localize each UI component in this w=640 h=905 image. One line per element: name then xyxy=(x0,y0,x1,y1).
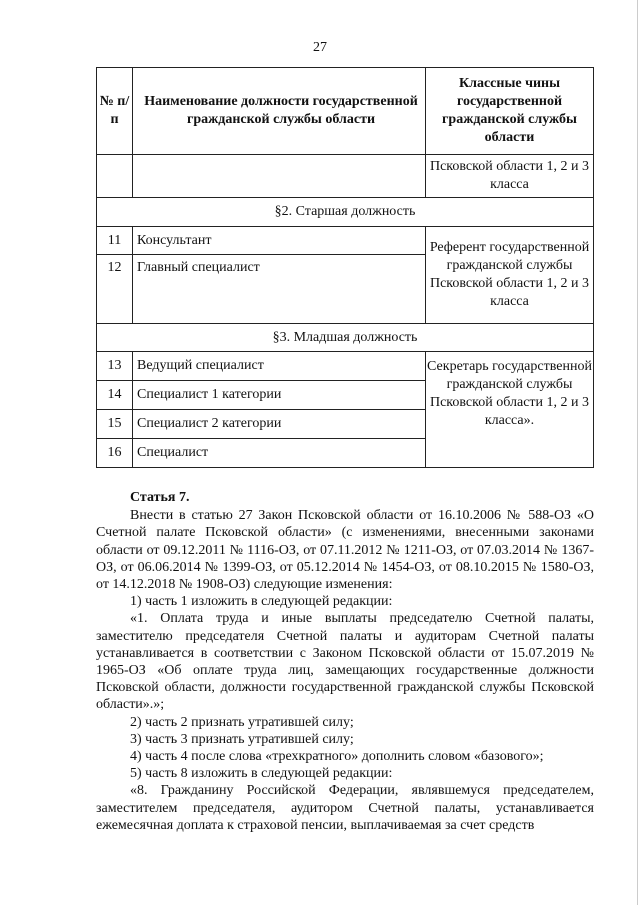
row-position: Главный специалист xyxy=(133,255,426,324)
header-num: № п/п xyxy=(97,68,133,155)
table-row xyxy=(97,352,594,381)
article-title: Статья 7. xyxy=(130,490,190,505)
cell-continued-rank: Псковской области 1, 2 и 3 класса xyxy=(426,155,594,198)
section-title-senior: §2. Старшая должность xyxy=(97,198,594,227)
row-num: 12 xyxy=(97,255,133,324)
rank-senior: Референт государственной гражданской службы Псковской области 1, 2 и 3 класса xyxy=(426,227,594,324)
article-7 xyxy=(96,489,594,834)
section-row-junior xyxy=(97,324,594,352)
article-intro: Внести в статью 27 Закон Псковской области от 16.10.2006 № 588-ОЗ «О Счетной палате Псковской области» (с изменениями, внесенными законами области от 09.12.2011 № 1116-ОЗ, от 07.11.2012 № 1211-ОЗ, от 07.03.2014 № 1367-ОЗ, от 06.06.2014 № 1399-ОЗ, от 05.12.2014 № 1454-ОЗ, от 08.10.2015 № 1580-ОЗ, от 14.12.2018 № 1908-ОЗ) следующие изменения: xyxy=(96,508,594,593)
article-quote-1: «1. Оплата труда и иные выплаты председателю Счетной палаты, заместителю председателя Счетной палаты и аудиторам Счетной палаты устанавливается в соответствии с Законом Псковской области от 15.07.2019 № 1965-ОЗ «Об оплате труда лиц, замещающих государственные должности Псковской области, должности государственной гражданской службы Псковской области».»; xyxy=(96,611,594,713)
table-row xyxy=(97,227,594,255)
row-num: 14 xyxy=(97,381,133,410)
article-item-2: 2) часть 2 признать утратившей силу; xyxy=(130,714,354,730)
article-quote-8: «8. Гражданину Российской Федерации, являвшемуся председателем, заместителем председателя, аудитором Счетной палаты, устанавливается ежемесячная доплата к страховой пенсии, выплачиваемая за счет средств xyxy=(96,783,594,833)
section-title-junior: §3. Младшая должность xyxy=(97,324,594,352)
article-item-1: 1) часть 1 изложить в следующей редакции: xyxy=(130,594,393,610)
row-num: 15 xyxy=(97,410,133,439)
rank-junior: Секретарь государственной гражданской службы Псковской области 1, 2 и 3 класса». xyxy=(426,352,594,468)
section-row-senior xyxy=(97,198,594,227)
row-position: Специалист xyxy=(133,439,426,468)
row-position: Специалист 1 категории xyxy=(133,381,426,410)
article-item-5: 5) часть 8 изложить в следующей редакции: xyxy=(130,766,393,782)
page-number: 27 xyxy=(313,40,327,55)
header-position: Наименование должности государственной гражданской службы области xyxy=(133,68,426,155)
header-rank: Классные чины государственной гражданской службы области xyxy=(426,68,594,155)
scan-edge-line xyxy=(637,0,638,905)
row-position: Консультант xyxy=(133,227,426,255)
article-item-4: 4) часть 4 после слова «трехкратного» дополнить словом «базового»; xyxy=(130,749,544,765)
table-row-continued xyxy=(97,155,594,198)
row-position: Специалист 2 категории xyxy=(133,410,426,439)
cell-empty-position xyxy=(133,155,426,198)
ranks-table xyxy=(96,67,594,468)
row-num: 11 xyxy=(97,227,133,255)
row-position: Ведущий специалист xyxy=(133,352,426,381)
row-num: 16 xyxy=(97,439,133,468)
article-item-3: 3) часть 3 признать утратившей силу; xyxy=(130,731,354,747)
row-num: 13 xyxy=(97,352,133,381)
table-header-row xyxy=(97,68,594,155)
cell-empty-num xyxy=(97,155,133,198)
